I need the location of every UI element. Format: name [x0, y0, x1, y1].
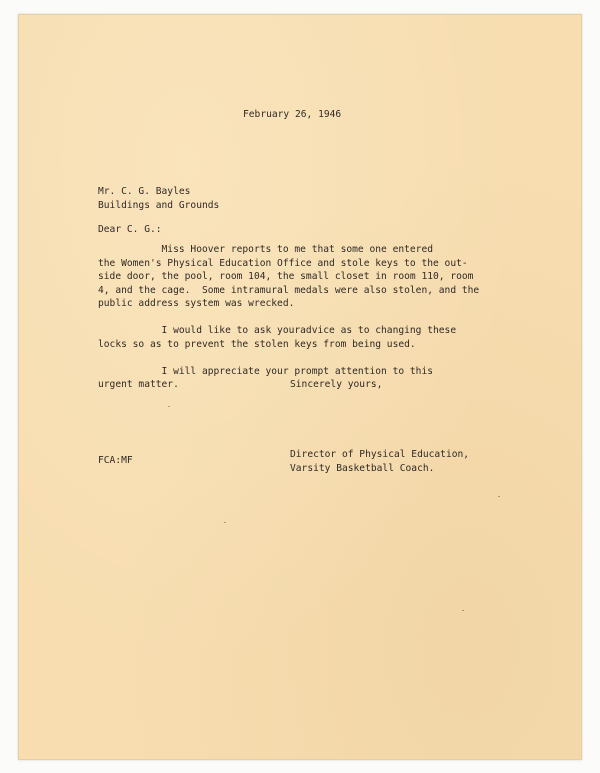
- body-line: locks so as to prevent the stolen keys from being used.: [98, 338, 416, 350]
- signature-block: [290, 448, 469, 475]
- reference-initials: FCA:MF: [98, 455, 133, 466]
- body-line: 4, and the cage. Some intramural medals were also stolen, and the: [98, 284, 480, 296]
- recipient-block: [98, 185, 219, 212]
- body-line: the Women's Physical Education Office and stole keys to the out-: [98, 257, 468, 269]
- recipient-name: Mr. C. G. Bayles: [98, 186, 191, 197]
- paper-speck: [462, 610, 464, 611]
- paper-speck: [224, 522, 226, 523]
- paper-speck: [498, 496, 500, 497]
- signature-title-2: Varsity Basketball Coach.: [290, 462, 435, 474]
- salutation: Dear C. G.:: [98, 224, 162, 235]
- letter-body: [98, 243, 479, 392]
- paper-speck: [168, 406, 170, 407]
- body-line: Miss Hoover reports to me that some one entered: [98, 244, 434, 255]
- signature-title-1: Director of Physical Education,: [290, 449, 470, 460]
- letter-date: February 26, 1946: [243, 109, 342, 120]
- recipient-department: Buildings and Grounds: [98, 199, 220, 211]
- body-line: public address system was wrecked.: [98, 298, 295, 309]
- body-line: urgent matter.: [98, 379, 179, 390]
- complimentary-close: Sincerely yours,: [290, 379, 383, 390]
- body-line: I would like to ask youradvice as to changing these: [98, 325, 457, 336]
- body-line: I will appreciate your prompt attention to this: [98, 365, 434, 377]
- body-line: side door, the pool, room 104, the small closet in room 110, room: [98, 271, 474, 282]
